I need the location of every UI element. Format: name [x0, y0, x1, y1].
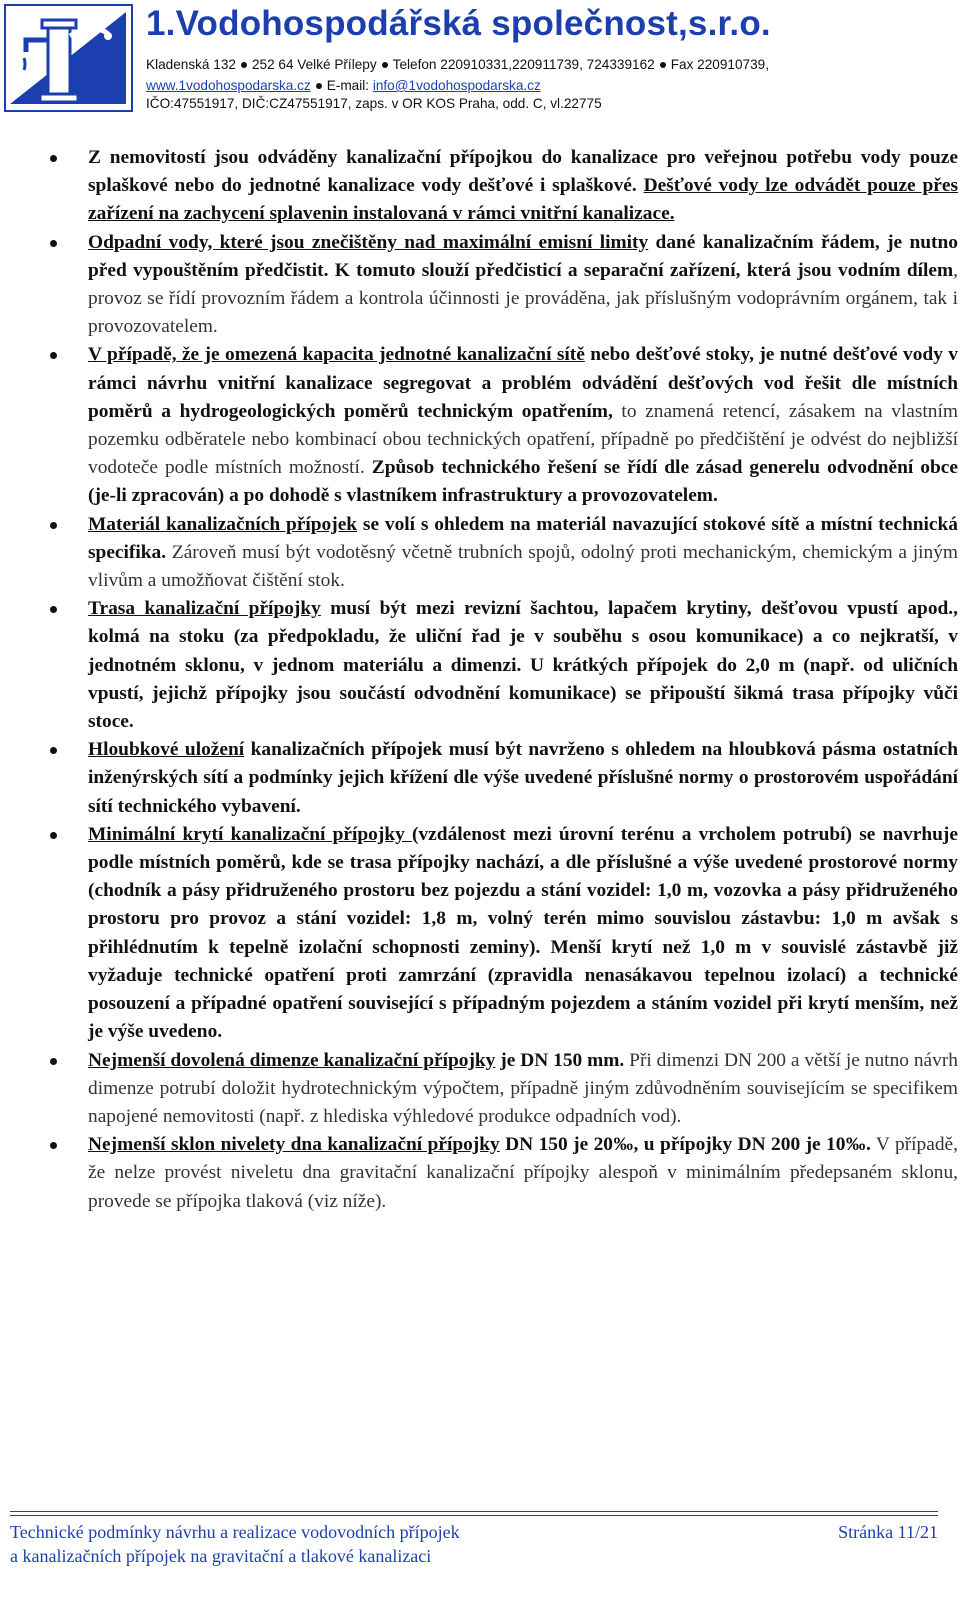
list-item: Minimální krytí kanalizační přípojky (vzdálenost mezi úrovní terénu a vrcholem potrubí) se navrhuje podle místních poměrů, kde se trasa přípojky nachází, a dle příslušné a výše uvedené prostorové normy (chodník a pásy přidruženého prostoru bez pojezdu a stání vozidel: 1,0 m, vozovka a pásy přidruženého prostoru pro provoz a stání vozidel: 1,8 m, volný terén mimo souvislou zástavbu: 1,0 m avšak s přihlédnutím k tepelně izolační schopnosti zeminy). Menší krytí než 1,0 m v souvislé zástavbě již vyžaduje technické opatření proti zamrzání (zpravidla nenasákavou tepelnou izolací) a technické posouzení a případné opatření související s případným pojezdem a stáním vozidel při krytí menším, než je výše uvedeno.: [40, 821, 958, 1047]
list-item: Nejmenší dovolená dimenze kanalizační přípojky je DN 150 mm. Při dimenzi DN 200 a větší je nutno návrh dimenze potrubí doložit hydrotechnickým výpočtem, případně jiným zdůvodněním souvisejícím se specifikem napojené nemovitosti (např. z hlediska výhledové produkce odpadních vod).: [40, 1047, 958, 1132]
bullet-icon: [382, 62, 388, 68]
list-item: Materiál kanalizačních přípojek se volí s ohledem na materiál navazující stokové sítě a místní technická specifika. Zároveň musí být vodotěsný včetně trubních spojů, odolný proti mechanickým, chemickým a jiným vlivům a umožňovat čištění stok.: [40, 511, 958, 596]
bullet-icon: [316, 83, 322, 89]
web-line: [146, 78, 541, 93]
page-number: Stránka 11/21: [838, 1522, 938, 1542]
footer-divider: [10, 1515, 938, 1516]
list-item: Z nemovitostí jsou odváděny kanalizační přípojkou do kanalizace pro veřejnou potřebu vody pouze splaškové nebo do jednotné kanalizace vody dešťové i splaškové. Dešťové vody lze odvádět pouze přes zařízení na zachycení splavenin instalovaná v rámci vnitřní kanalizace.: [40, 144, 958, 229]
pump-logo-icon: [4, 4, 133, 112]
bullet-icon: [50, 522, 57, 529]
bullet-icon: [660, 62, 666, 68]
bullet-icon: [50, 747, 57, 754]
email-label: E-mail:: [326, 78, 370, 93]
bullet-icon: [241, 62, 247, 68]
footer-title-line-1: Technické podmínky návrhu a realizace vodovodních přípojek: [10, 1522, 460, 1542]
list-item: Nejmenší sklon nivelety dna kanalizační přípojky DN 150 je 20‰, u přípojky DN 200 je 10‰. V případě, že nelze provést niveletu dna gravitační kanalizační přípojky alespoň v minimálním předepsaném sklonu, provede se přípojka tlaková (viz níže).: [40, 1131, 958, 1216]
bullet-icon: [50, 1142, 57, 1149]
registration-line: IČO:47551917, DIČ:CZ47551917, zaps. v OR KOS Praha, odd. C, vl.22775: [146, 96, 602, 111]
phone: Telefon 220910331,220911739, 724339162: [392, 57, 655, 72]
city: 252 64 Velké Přílepy: [251, 57, 377, 72]
address: Kladenská 132: [146, 57, 236, 72]
list-item: Hloubkové uložení kanalizačních přípojek musí být navrženo s ohledem na hloubková pásma ostatních inženýrských sítí a podmínky jejich křížení dle výše uvedené příslušné normy o prostorovém uspořádání sítí technického vybavení.: [40, 736, 958, 821]
fax: Fax 220910739,: [670, 57, 769, 72]
list-item: V případě, že je omezená kapacita jednotné kanalizační sítě nebo dešťové stoky, je nutné dešťové vody v rámci návrhu vnitřní kanalizace segregovat a problém odvádění dešťových vod řešit dle místních poměrů a hydrogeologických poměrů technickým opatřením, to znamená retencí, zásakem na vlastním pozemku odběratele nebo kombinací obou technických opatření, případně po předčištění je odvést do nejbližší vodoteče podle místních možností. Způsob technického řešení se řídí dle zásad generelu odvodnění obce (je-li zpracován) a po dohodě s vlastníkem infrastruktury a provozovatelem.: [40, 341, 958, 510]
page-footer: [10, 1520, 938, 1568]
bullet-icon: [50, 155, 57, 162]
email-link[interactable]: info@1vodohospodarska.cz: [372, 78, 541, 93]
contact-line: [146, 57, 769, 72]
bullet-icon: [50, 1058, 57, 1065]
footer-title-line-2: a kanalizačních přípojek na gravitační a tlakové kanalizaci: [10, 1546, 432, 1566]
website-link[interactable]: www.1vodohospodarska.cz: [146, 78, 311, 93]
bullet-icon: [50, 606, 57, 613]
list-item: Trasa kanalizační přípojky musí být mezi revizní šachtou, lapačem krytiny, dešťovou vpustí apod., kolmá na stoku (za předpokladu, že uliční řad je v souběhu s osou komunikace) a co nejkratší, v jednotném sklonu, v jednom materiálu a dimenzi. U krátkých přípojek do 2,0 m (např. od uličních vpustí, jejichž přípojky jsou součástí odvodnění komunikace) se připouští šikmá trasa přípojky vůči stoce.: [40, 595, 958, 736]
company-name: 1.Vodohospodářská společnost,s.r.o.: [146, 4, 771, 43]
bullet-icon: [50, 240, 57, 247]
footer-divider: [10, 1511, 938, 1512]
document-body: [40, 144, 958, 1216]
bullet-icon: [50, 352, 57, 359]
conditions-list: [40, 144, 958, 1216]
letterhead: [0, 0, 960, 118]
bullet-icon: [50, 832, 57, 839]
list-item: Odpadní vody, které jsou znečištěny nad maximální emisní limity dané kanalizačním řádem, je nutno před vypouštěním předčistit. K tomuto slouží předčisticí a separační zařízení, která jsou vodním dílem, provoz se řídí provozním řádem a kontrola účinnosti je prováděna, jak příslušným vodoprávním orgánem, tak i provozovatelem.: [40, 229, 958, 342]
